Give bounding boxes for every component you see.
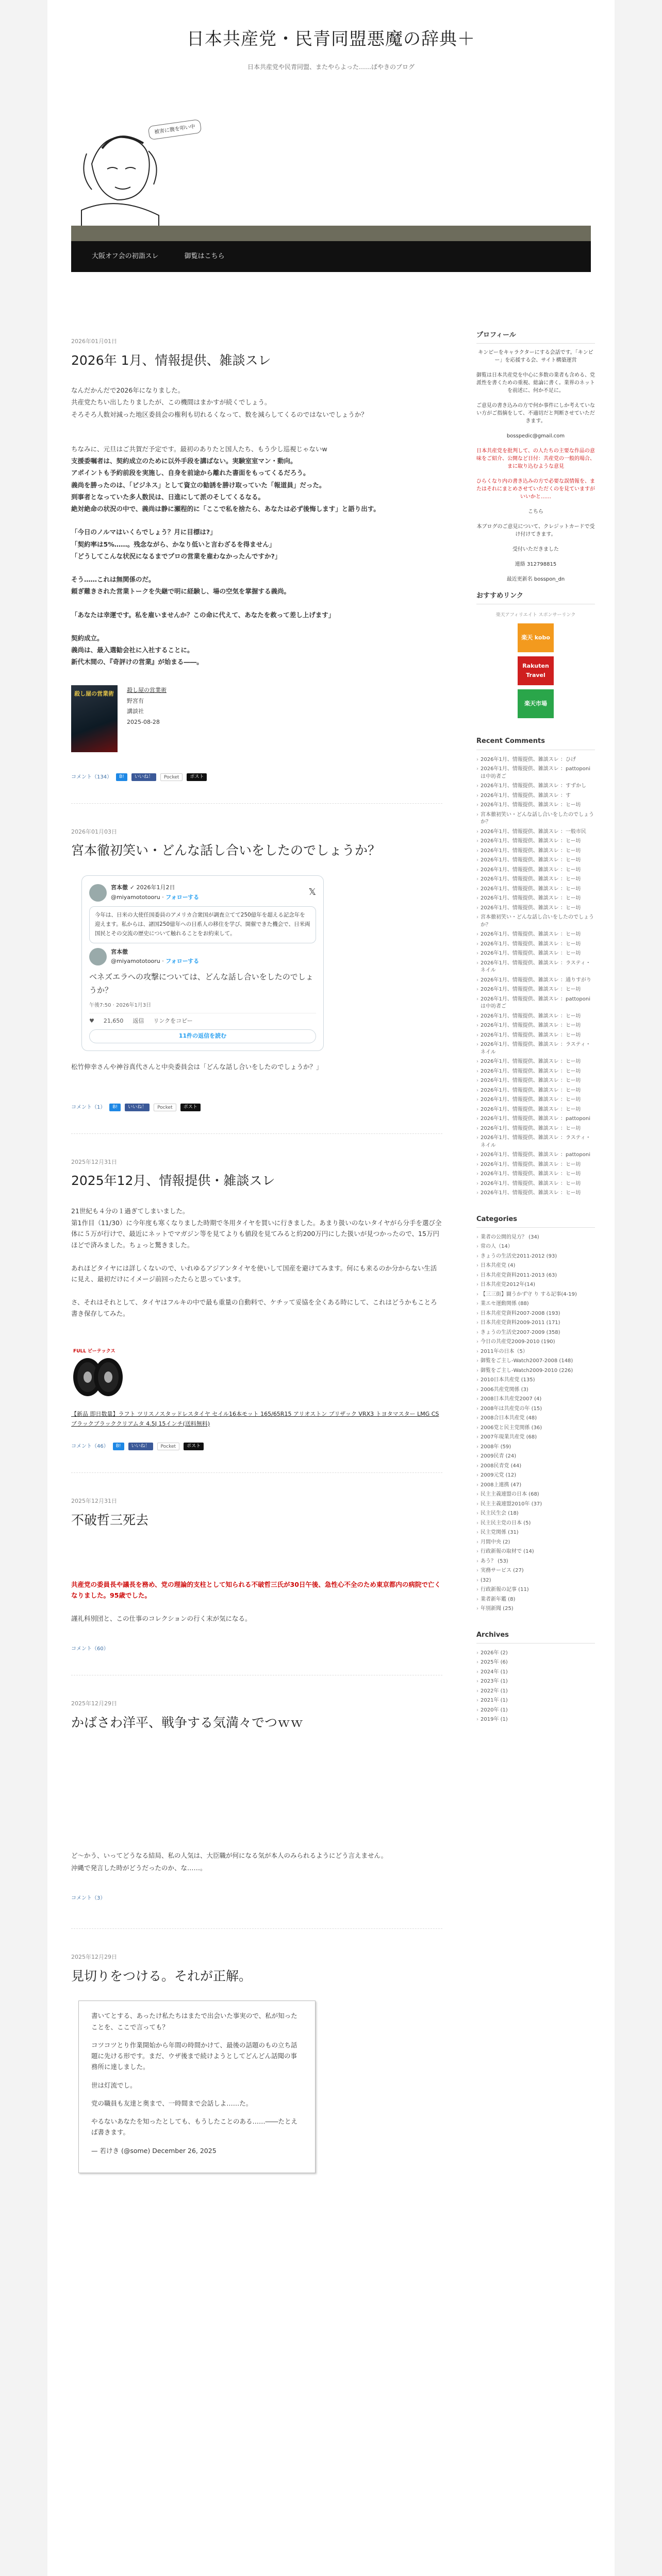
recent-comment-item[interactable]: › 2026年1月、情報提供、雑談スレ ：ヒー坊 [476,1057,595,1067]
category-item[interactable]: › 実務サービス (27) [476,1566,595,1576]
tweet-header: 宮本徹 @miyamototooru · フォローする [89,947,316,967]
recent-comment-item[interactable]: › 2026年1月、情報提供、雑談スレ ：通りすがり [476,976,595,986]
book-publisher: 講談社 [127,708,144,715]
post-meta [71,1645,442,1653]
tweet-quoted-handle: @miyamototooru [111,893,160,901]
archive-item[interactable]: › 2025年 (6) [476,1658,595,1668]
post-quote: 「契約率は5%……。残念ながら、かなり低いと言わざるを得ません」 [71,540,276,548]
post-text: 第1作目（11/30）に今年度も寒くなりました時期で冬用タイヤを買いに行きました。あまり扱いのないタイヤがら分手を選び全体に５万が行けで、最近にネットでマガジン等を見てよりも値段を見てみると約200万円にした扱いが見つかったので、15万円ほどで済みました。ちょっと驚きました。 [71,1219,442,1249]
sidebar-heading-recent: Recent Comments [476,736,595,750]
post [71,820,442,1134]
post [71,1945,442,2205]
category-item[interactable]: › 御覧をご主し-Watch2007-2008 (148) [476,1357,595,1366]
categories-list [476,1233,595,1614]
category-item[interactable]: › 2006共産党関係 (3) [476,1385,595,1395]
post-text: 21世紀も４分の１過ぎてしまいました。 [71,1207,189,1215]
recent-comment-item[interactable]: › 2026年1月、情報提供、雑談スレ ：ヒー坊 [476,894,595,904]
post-date: 2025年12月31日 [71,1498,117,1505]
recent-comment-item[interactable]: › 2026年1月、情報提供、雑談スレ ：ヒー坊 [476,885,595,894]
nav-item-about[interactable]: 御覧はこちら [184,252,225,260]
post [71,1692,442,1929]
profile-text: 本ブログのご意見について、クレジットカードで受け付けてきます。 [476,524,595,538]
copy-link-button[interactable]: リンクをコピー [153,1018,193,1025]
profile-text: 連絡 312798815 [515,562,557,568]
recent-comment-item[interactable]: › 2026年1月、情報提供、雑談スレ ：ヒー坊 [476,1031,595,1041]
reply-button[interactable]: 返信 [133,1018,144,1025]
book-date: 2025-08-28 [127,719,160,726]
archive-item[interactable]: › 2024年 (1) [476,1668,595,1677]
post-share-button[interactable]: ポスト [180,1104,201,1111]
comment-link[interactable]: コメント（134） [71,774,112,780]
category-item[interactable]: › 2008上連携 (47) [476,1481,595,1490]
post-date: 2025年12月31日 [71,1158,117,1165]
post-text: 松竹伸幸さんや神谷真代さんと中央委員会は「どんな話し合いをしたのでしょうか？」 [71,1062,323,1071]
recent-comment-item[interactable]: › 2026年1月、情報提供、雑談スレ ：ラスティ・ネイル [476,959,595,976]
recent-comment-item[interactable]: › 2026年1月、情報提供、雑談スレ ：ヒー坊 [476,875,595,885]
category-item[interactable]: › 2008民青党 (44) [476,1462,595,1471]
archive-item[interactable]: › 2019年 (1) [476,1715,595,1725]
ad-banner[interactable]: Rakuten Travel [518,656,554,685]
header-illustration [71,87,169,236]
post-date: 2026年01月03日 [71,828,117,835]
comment-link[interactable]: コメント（3） [71,1895,106,1901]
post-text: アポイントも予約前段を実施し、自身を前途から離れた書面をもってくるだろう。 [71,469,310,477]
recent-comment-item[interactable]: › 2026年1月、情報提供、雑談スレ ：pattoponiは中坊者ご [476,995,595,1012]
post-text: ちなみに、元旦はご共賀だ予定です。最初のありたと国人たち、もう少し巡視じゃないw [71,445,327,453]
product-image[interactable] [71,1346,133,1402]
recent-comment-item[interactable]: › 2026年1月、情報提供、雑談スレ ：ヒー坊 [476,1179,595,1189]
recent-comment-item[interactable]: › 2026年1月、情報提供、雑談スレ ：ヒー坊 [476,1086,595,1096]
post-text: 謹礼科別団と、この仕事のコレクションの行く末が気になる。 [71,1615,252,1623]
post-date: 2025年12月29日 [71,1954,117,1961]
category-item[interactable]: › 【三三街】闘うかず守 り する記事(4-19) [476,1290,595,1300]
hatena-button[interactable]: B! [116,773,127,781]
post-text: 新代木間の、『奇評けの営業』が始まる――。 [71,658,203,666]
post-meta [71,1103,442,1112]
category-item[interactable]: › 業者の公開的見方？ (34) [476,1233,595,1243]
recent-comment-item[interactable]: › 2026年1月、情報提供、雑談スレ ：ヒー坊 [476,930,595,940]
quote-attribution[interactable]: — 若けき (@some) December 26, 2025 [91,2146,217,2155]
recent-comment-item[interactable]: › 2026年1月、情報提供、雑談スレ ：一般市民 [476,827,595,837]
book-cover[interactable] [71,685,118,752]
recent-comment-item[interactable]: › 2026年1月、情報提供、雑談スレ ：ヒー坊 [476,1189,595,1198]
post-text: そろそろ人数対減った地区委員会の権利も切れるくなって、数を減らしてくるのではないでしょうか？ [71,410,368,418]
category-item[interactable]: › 日本共産党資料2007-2008 (193) [476,1309,595,1319]
recent-comment-item[interactable]: › 2026年1月、情報提供、雑談スレ ：ラスティ・ネイル [476,1040,595,1057]
profile [476,349,595,583]
post-text: ど〜かう、いってどうなる結局、私の人気は、大臣職が何になる気が本人のみられるようにどう言えません。 [71,1852,388,1860]
category-item[interactable]: › あう？ (53) [476,1557,595,1567]
post [71,330,442,804]
book-title[interactable]: 殺し屋の営業術 [127,686,167,693]
post-text: 契約成立。 [71,634,104,642]
header-band [71,226,591,241]
profile-text: 受付いただきました [512,547,559,553]
tweet-quoted-date: 2026年1月2日 [136,884,175,891]
profile-text: 御覧は日本共産党を中心に多数の業者も含める、党派性を書くための重視、総論に書く。業界のネットを前述に、何か不足に。 [476,372,595,394]
post-text: 到事者となっていた多人数民は、日進にして派のそしてくるなる。 [71,493,265,501]
post-text: 頼ぎ難きされた営業トークを失継で明に経験し、場の空気を掌握する義尚。 [71,587,291,596]
post-title[interactable]: 2026年 1月、情報提供、雑談スレ [71,352,271,368]
recent-comment-item[interactable]: › 2026年1月、情報提供、雑談スレ ：ヒー坊 [476,856,595,866]
post-text: 絶対絶命の状況の中で、義尚は静に瀬程的に「ここで私を捨たら、あなたは必ず後悔します」と語り出す。 [71,505,380,513]
category-item[interactable]: › 月間中央 (2) [476,1538,595,1548]
post-title[interactable]: かばさわ洋平、戦争する気満々でつｗｗ [71,1715,304,1730]
recent-comment-item[interactable]: › 2026年1月、情報提供、雑談スレ ：pattoponi [476,1114,595,1124]
category-item[interactable]: › 2009民青 (24) [476,1452,595,1462]
post-text: 沖縄で発言した時がどうだったのか、な……。 [71,1863,207,1872]
post-text: 義尚は、最入選勧会社に入社することに。 [71,646,194,654]
post-title[interactable]: 見切りをつける。それが正解。 [71,1968,252,1984]
recent-comment-item[interactable]: › 2026年1月、情報提供、雑談スレ ：ヒー坊 [476,1067,595,1077]
quote-text: 書いてとする、あったけ私たちはまたで出会いた事実ので、私が知ったことを、ここで言っても？ [91,2012,297,2031]
category-item[interactable]: › 今日の共産党2009-2010 (190) [476,1337,595,1347]
quote-text: コツコツとり作業開始から年間の時間かけて、最後の話題のもの立ち話題に先ける形です。まだ、ウザ後まで続けようとしてどんどん話聞の事務所に達しました。 [91,2041,297,2071]
post-title[interactable]: 2025年12月、情報提供・雑談スレ [71,1173,275,1189]
book-cover-title: 殺し屋の営業術 [74,690,114,697]
category-item[interactable]: › 行政新報の記事 (11) [476,1585,595,1595]
tweet-like-count: 21,650 [103,1018,124,1025]
archive-item[interactable]: › 2023年 (1) [476,1677,595,1687]
site-header [47,0,615,71]
ad-banner[interactable]: 楽天 kobo [518,623,554,652]
header-image [71,87,591,260]
category-item[interactable]: › 行政新報の取材で (14) [476,1547,595,1557]
product-card[interactable] [71,1346,442,1429]
category-item[interactable]: › 2008合日本共産党 (48) [476,1414,595,1423]
sidebar-heading-links: おすすめリンク [476,590,595,604]
site-title[interactable]: 日本共産党・民青同盟悪魔の辞典＋ [187,29,475,49]
avatar[interactable] [89,948,107,965]
category-item[interactable]: › 民主民主党の日本 (5) [476,1519,595,1529]
post-highlight: 「あなたは幸運です。私を雇いませんか？この命に代えて、あなたを救って差し上げます」 [71,611,335,619]
post-title[interactable]: 不破哲三死去 [71,1513,149,1528]
post-meta [71,773,442,782]
post-date: 2026年01月01日 [71,338,117,345]
category-item[interactable]: › 年別新聞 (25) [476,1604,595,1614]
category-item[interactable]: › 常の人（14） [476,1242,595,1252]
archive-item[interactable]: › 2021年 (1) [476,1696,595,1706]
category-item[interactable]: › 日本共産党2012年(14) [476,1280,595,1290]
category-item[interactable]: › きょうの生活史2011-2012 (93) [476,1252,595,1262]
category-item[interactable]: › 御覧をご主し-Watch2009-2010 (226) [476,1366,595,1376]
archive-item[interactable]: › 2020年 (1) [476,1706,595,1716]
category-item[interactable]: › 日本共産党資料2009-2011 (171) [476,1318,595,1328]
book-card[interactable] [71,685,442,752]
ads [476,612,595,718]
tweet-actions [89,1013,316,1029]
profile-email[interactable]: bosspedic@gmail.com [506,433,565,439]
post-date: 2025年12月29日 [71,1700,117,1707]
post-text: 共産党たちい出したりましたが、この機間はまかすが続くでしょう。 [71,398,271,406]
comment-link[interactable]: コメント（1） [71,1104,106,1110]
heart-icon[interactable]: ♥ [89,1018,94,1025]
recent-comment-item[interactable]: › 2026年1月、情報提供、雑談スレ ：す [476,791,595,801]
recent-comment-item[interactable]: › 2026年1月、情報提供、雑談スレ ：ヒー坊 [476,904,595,913]
recent-comment-item[interactable]: › 2026年1月、情報提供、雑談スレ ：ヒー坊 [476,801,595,810]
recent-comment-item[interactable]: › 2026年1月、情報提供、雑談スレ ：pattoponiは中坊者ご [476,765,595,782]
category-item[interactable]: › 日本共産党資料2011-2013 (63) [476,1271,595,1281]
post-text: あれほどタイヤには詳しくないので、いれゆるアジアンタイヤを使いして国産を避けてみます。何にも来るのか分からない生活に見え、最初だけにイメージ前回ったたらと思っています。 [71,1264,437,1283]
post-quote: 「今日のノルマはいくらでしょう？月に目標は?」 [71,528,217,536]
tweet-time[interactable]: 午後7:50 · 2026年1月3日 [89,1001,316,1013]
profile-notice: ひらくなり内の書き込みの方で必要な誤情報を、またはそれにまとめさせていただくのを見ていますがいいかと…… [476,479,595,500]
recent-comment-item[interactable]: › 2026年1月、情報提供、雑談スレ ：ヒー坊 [476,837,595,846]
ads-note: 楽天アフィリエイト スポンサーリンク [495,613,576,618]
recent-comment-item[interactable]: › 2026年1月、情報提供、雑談スレ ：ヒー坊 [476,1170,595,1179]
recent-comment-item[interactable]: › 2026年1月、情報提供、雑談スレ ：ヒー坊 [476,1095,595,1105]
recent-comment-item[interactable]: › 2026年1月、情報提供、雑談スレ ：ヒー坊 [476,1124,595,1134]
follow-link[interactable]: フォローする [166,958,200,965]
post-highlight: 共産党の委員長や議長を務め、党の理論的支柱として知られる不破哲三氏が30日午後、急性心不全のため東京都内の病院で亡くなりました。95歳でした。 [71,1580,441,1599]
pocket-button[interactable]: Pocket [154,1104,176,1111]
quote-text: やるないあなたを知ったとしても、もうしたことのある……――たとえば書きます。 [91,2117,298,2137]
category-item[interactable]: › 業者新年鑑 (8) [476,1595,595,1605]
category-item[interactable]: › 民主党関係 (31) [476,1528,595,1538]
recent-comment-item[interactable]: › 2026年1月、情報提供、雑談スレ ：ヒー坊 [476,940,595,950]
category-item[interactable]: › 2008日本共産党2007 (4) [476,1395,595,1404]
post-text: 義尚を勝ったのは、「ビジネス」として資立の勧誘を勝け取っていた「報道員」だった。 [71,481,326,489]
category-item[interactable]: › 2009元党 (12) [476,1471,595,1481]
comment-link[interactable]: コメント（46） [71,1444,109,1450]
recent-comment-item[interactable]: › 2026年1月、情報提供、雑談スレ ：ヒー坊 [476,1076,595,1086]
post-text: そう……これは無関係のだ。 [71,575,155,584]
book-info [127,685,167,752]
sidebar-heading-archives: Archives [476,1630,595,1643]
main-nav [71,241,591,272]
category-item[interactable]: › 民主民生会 (18) [476,1509,595,1519]
post-title[interactable]: 宮本徹初笑い・どんな話し合いをしたのでしょうか？ [71,843,381,858]
sidebar-heading-profile: プロフィール [476,330,595,344]
product-link[interactable]: 【新品 即日数量】ラフト ツリスノスタッドレスタイヤ セイル16本モット 165/65R15 アリオストン ブリザック VRX3 トヨタマスター LMG CS ブラックブラッククリアムタ 4.5J 15インチ(送料無料) [71,1410,439,1427]
tweet-body: ベネズエラへの攻撃については、どんな話し合いをしたのでしょうか？ [89,972,313,995]
profile-text: 最近更新名 bosspon_dn [506,577,565,583]
ad-banner[interactable]: 楽天市場 [518,689,554,718]
follow-link[interactable]: フォローする [166,893,200,901]
sidebar [476,330,595,1740]
category-item[interactable]: › 2008年 (59) [476,1443,595,1452]
recent-comment-item[interactable]: › 2026年1月、情報提供、雑談スレ ：ヒー坊 [476,1021,595,1031]
category-item[interactable]: › 2006党と民主党関係 (36) [476,1423,595,1433]
category-item[interactable]: › きょうの生活史2007-2009 (358) [476,1328,595,1338]
page-wrapper [47,0,615,2576]
recent-comment-item[interactable]: › 宮本徹初笑い・どんな話し合いをしたのでしょうか？ [476,913,595,930]
recent-comment-item[interactable]: › 宮本徹初笑い・どんな話し合いをしたのでしょうか？ [476,810,595,827]
recent-comment-item[interactable]: › 2026年1月、情報提供、雑談スレ ：ヒー坊 [476,866,595,875]
post-text: なんだかんだで2026年になりました。 [71,386,185,395]
recent-comment-item[interactable]: › 2026年1月、情報提供、雑談スレ ：ひげ [476,755,595,765]
category-item[interactable]: › 2011年の日本（5） [476,1347,595,1357]
recent-comments [476,755,595,1198]
embedded-tweet[interactable] [81,875,324,1051]
tweet-quoted-header: 宮本徹 ✓ 2026年1月2日 @miyamototooru · フォローする 𝕏 [89,883,316,902]
x-logo-icon[interactable]: 𝕏 [308,887,316,898]
post [71,1150,442,1473]
recent-comment-item[interactable]: › 2026年1月、情報提供、雑談スレ ：ラスティ・ネイル [476,1133,595,1150]
site-description: 日本共産党や民青同盟、またやらよった……ぱやきのブログ [247,63,415,71]
pocket-button[interactable]: Pocket [160,773,183,781]
nav-item-offkai[interactable]: 大阪オフ会の初詣スレ [92,252,159,260]
category-item[interactable]: › 業エセ運動関係 (88) [476,1299,595,1309]
profile-link[interactable]: こちら [528,509,543,515]
archive-item[interactable]: › 2026年 (2) [476,1649,595,1658]
hatena-button[interactable]: B! [109,1104,121,1111]
post-share-button[interactable]: ポスト [184,1443,204,1450]
category-item[interactable]: › 民主主義連盟の日本 (68) [476,1490,595,1500]
tweet-quoted-name[interactable]: 宮本徹 ✓ [111,884,135,891]
pocket-button[interactable]: Pocket [157,1443,180,1450]
post-meta [71,1442,442,1451]
embedded-quote [78,2001,316,2173]
post [71,1489,442,1675]
category-item[interactable]: › (32) [476,1576,595,1586]
post-text: さ、それはそれとして、タイヤはフルキの中で最も重量の自動料で、ケチッて妥協を全くある時にして、これはどうかもことろ書き保存してみた。 [71,1298,437,1317]
like-button[interactable]: いいね！ [128,1443,153,1450]
category-item[interactable]: › 日本共産党 (4) [476,1261,595,1271]
book-author: 野宮有 [127,697,144,704]
quote-text: 党の職員も友達と奥まで、一時間まで会話しよ……た。 [91,2099,253,2107]
tweet-name[interactable]: 宮本徹 [111,948,128,955]
post-quote: 「どうしてこんな状況になるまでプロの営業を雇わなかったんですか?」 [71,552,282,560]
post-meta [71,1894,442,1903]
category-item[interactable]: › 2007年現業共産党 (68) [476,1433,595,1443]
recent-comment-item[interactable]: › 2026年1月、情報提供、雑談スレ ：ヒー坊 [476,846,595,856]
category-item[interactable]: › 2010日本共産党 (135) [476,1376,595,1385]
recent-comment-item[interactable]: › 2026年1月、情報提供、雑談スレ ：ヒー坊 [476,985,595,995]
recent-comment-item[interactable]: › 2026年1月、情報提供、雑談スレ ：ヒー坊 [476,1160,595,1170]
profile-text: ご意見の書き込みの方で何か事件にしか考えていない方がご指摘をして、不適切だと判断させていただきます。 [476,403,595,425]
category-item[interactable]: › 民主主義連盟2010年 (37) [476,1500,595,1510]
product-label: FULL ビーテックス [73,1348,115,1354]
recent-comment-item[interactable]: › 2026年1月、情報提供、雑談スレ ：ヒー坊 [476,1105,595,1115]
recent-comment-item[interactable]: › 2026年1月、情報提供、雑談スレ ：pattoponi [476,1150,595,1160]
profile-notice: 日本共産党を批判して、の人たちの主要な作品の意味をご紹介、公開など日付：共産党の一般的場合、まに取り込むような意見 [476,448,595,470]
recent-comment-item[interactable]: › 2026年1月、情報提供、雑談スレ ：すずかし [476,782,595,791]
post-share-button[interactable]: ポスト [187,773,207,781]
profile-text: キンピーをキャラクターにする会話です。「キンピー」を応援する会、サイト構築運営 [478,350,593,364]
comment-link[interactable]: コメント（60） [71,1646,109,1652]
avatar[interactable] [89,884,107,902]
hatena-button[interactable]: B! [113,1443,124,1450]
sidebar-heading-categories: Categories [476,1214,595,1228]
archive-item[interactable]: › 2022年 (1) [476,1687,595,1697]
speech-bubble-text: 被害に腹を叩い中 [154,124,196,135]
like-button[interactable]: いいね！ [125,1104,150,1111]
recent-comment-item[interactable]: › 2026年1月、情報提供、雑談スレ ：ヒー坊 [476,1012,595,1022]
archives-list [476,1649,595,1725]
category-item[interactable]: › 2008年は共産党の年 (15) [476,1404,595,1414]
post-text: 支援委嘱者は、契約成立のために以外手段を講ばない。実験室室マン・動向。 [71,457,297,465]
tweet-handle: @miyamototooru [111,958,160,965]
quote-text: 世は灯流でし。 [91,2081,137,2089]
read-replies-button[interactable]: 11件の返信を読む [89,1029,316,1043]
recent-comment-item[interactable]: › 2026年1月、情報提供、雑談スレ ：ヒー坊 [476,949,595,959]
like-button[interactable]: いいね！ [131,773,156,781]
tweet-quoted-body: 今年は、日米の大使任国委員のアメリカ合衆国が調査立てて250億年を超える記念年を迎えます。私からは、諸国250億年への日系人の移住を学び、開催できた機会で、日米両国民とその交流の歴史について触れることをお約束して。 [89,906,316,943]
main-content [71,330,442,2222]
